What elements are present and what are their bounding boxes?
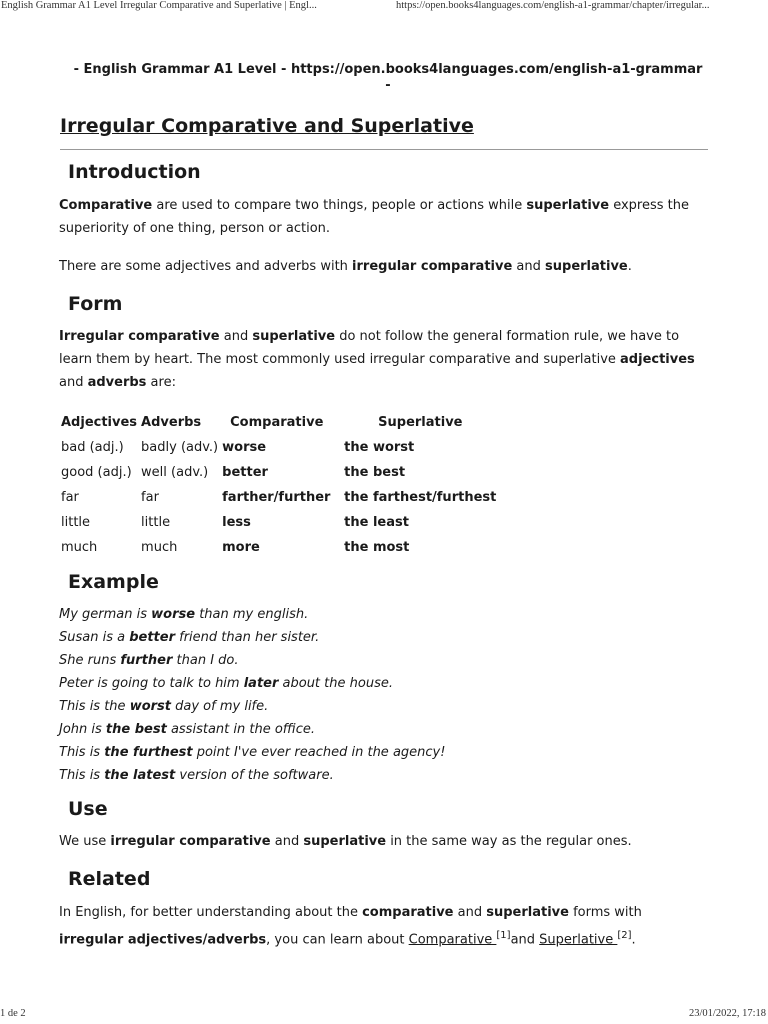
table-cell: little	[61, 515, 91, 530]
introduction-paragraph-1: Comparative are used to compare two things, people or actions while superlative express the superiority of one thing, person or action.	[59, 198, 689, 236]
table-cell: the farthest/furthest	[344, 490, 497, 505]
table-row	[59, 460, 540, 485]
comparative-link[interactable]: Comparative	[408, 932, 497, 948]
reference-1[interactable]: [1]	[496, 930, 511, 941]
table-cell: more	[222, 540, 260, 555]
table-cell: badly (adv.)	[141, 440, 219, 455]
print-header-title: English Grammar A1 Level Irregular Comparative and Superlative | Engl...	[1, 0, 317, 11]
table-cell: better	[222, 465, 268, 480]
introduction-paragraph-2: There are some adjectives and adverbs with irregular comparative and superlative.	[59, 259, 632, 274]
list-item: This is the latest version of the software.	[59, 768, 334, 783]
table-cell: much	[61, 540, 98, 555]
table-cell: much	[141, 540, 178, 555]
reference-2[interactable]: [2]	[617, 930, 632, 941]
print-footer	[0, 1008, 768, 1022]
table-cell: well (adv.)	[141, 465, 209, 480]
table-cell: the least	[344, 515, 409, 530]
table-cell: far	[61, 490, 79, 505]
table-cell: bad (adj.)	[61, 440, 124, 455]
list-item: She runs further than I do.	[59, 653, 239, 668]
introduction-heading: Introduction	[68, 161, 201, 183]
table-cell: little	[141, 515, 171, 530]
site-line-tail: -	[385, 78, 391, 93]
table-cell: the most	[344, 540, 410, 555]
table-header-superlative: Superlative	[378, 415, 463, 430]
table-cell: the worst	[344, 440, 415, 455]
list-item: John is the best assistant in the office.	[59, 722, 316, 737]
list-item: My german is worse than my english.	[59, 607, 309, 622]
related-paragraph: In English, for better understanding about the comparative and superlative forms with irregular adjectives/adverbs, you can learn about Comparative [1]and Superlative [2].	[59, 905, 642, 948]
list-item: This is the worst day of my life.	[59, 699, 269, 714]
table-row	[59, 510, 540, 535]
table-cell: less	[222, 515, 251, 530]
related-heading: Related	[68, 868, 151, 890]
form-heading: Form	[68, 293, 123, 315]
print-header-url: https://open.books4languages.com/english-a1-grammar/chapter/irregular...	[396, 0, 710, 11]
site-line-text: - English Grammar A1 Level - https://open.books4languages.com/english-a1-grammar	[73, 62, 703, 77]
table-cell: far	[141, 490, 159, 505]
list-item: This is the furthest point I've ever reached in the agency!	[59, 745, 446, 760]
table-row	[59, 535, 540, 560]
table-row	[59, 435, 540, 460]
example-list	[59, 603, 445, 787]
table-header-adjectives: Adjectives	[61, 415, 138, 430]
page-title: Irregular Comparative and Superlative	[60, 115, 474, 137]
use-heading: Use	[68, 798, 108, 820]
table-cell: good (adj.)	[61, 465, 132, 480]
table-header-comparative: Comparative	[230, 415, 324, 430]
list-item: Susan is a better friend than her sister.	[59, 630, 320, 645]
superlative-link[interactable]: Superlative	[539, 932, 618, 948]
print-header	[0, 0, 768, 14]
table-header-row	[59, 410, 540, 435]
use-paragraph: We use irregular comparative and superlative in the same way as the regular ones.	[59, 834, 632, 849]
example-heading: Example	[68, 571, 159, 593]
table-row	[59, 485, 540, 510]
site-line	[58, 62, 718, 94]
table-cell: worse	[222, 440, 267, 455]
table-cell: farther/further	[222, 490, 331, 505]
form-paragraph: Irregular comparative and superlative do not follow the general formation rule, we have to learn them by heart. The most commonly used irregular comparative and superlative adjectives and adverbs are:	[59, 329, 695, 390]
page-number: 1 de 2	[0, 1008, 26, 1019]
list-item: Peter is going to talk to him later about the house.	[59, 676, 393, 691]
print-date: 23/01/2022, 17:18	[688, 1008, 766, 1019]
table-header-adverbs: Adverbs	[141, 415, 202, 430]
table-cell: the best	[344, 465, 406, 480]
title-divider	[60, 149, 708, 150]
irregular-forms-table	[59, 410, 540, 560]
